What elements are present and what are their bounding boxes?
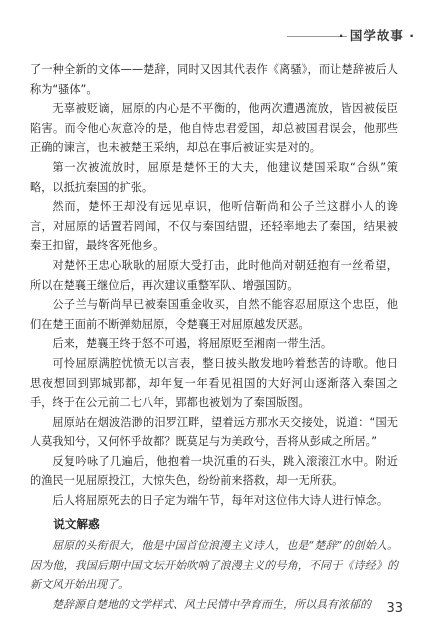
section-title: 说文解惑	[53, 516, 100, 531]
paragraph: 无辜被贬谪，屈原的内心是不平衡的，他两次遭遇流放，皆因被佞臣陷害。而令他心灰意冷的是，他自恃忠君爱国，却总被国君误会，他那些正确的谏言，也未被楚王采纳，却总在事后被证实是对的。	[30, 102, 398, 155]
paragraph: 公子兰与靳尚早已被秦国重金收买，自然不能容忍屈原这个忠臣，他们在楚王面前不断弹劾屈原，令楚襄王对屈原越发厌恶。	[30, 298, 398, 331]
body-text	[30, 60, 398, 615]
paragraph: 后来，楚襄王终于怒不可遏，将屈原贬至湘南一带生活。	[52, 337, 333, 351]
explanation-paragraph: 楚辞源自楚地的文学样式、风土民情中孕育而生，所以具有浓郁的	[52, 598, 371, 612]
explanation-paragraph: 屈原的头衔很大，他是中国首位浪漫主义诗人，也是“楚辞”的创始人。因为他，我国后期中国文坛开始吹响了浪漫主义的号角，不同于《诗经》的新文风开始出现了。	[30, 539, 398, 592]
paragraph: 对楚怀王忠心耿耿的屈原大受打击，此时他尚对朝廷抱有一丝希望，所以在楚襄王继位后，再次建议重整军队、增强国防。	[30, 258, 398, 292]
header-title: · 国学故事 ·	[338, 28, 415, 43]
page-number: 33	[386, 601, 403, 616]
paragraph: 后人将屈原死去的日子定为端午节，每年对这位伟大诗人进行悼念。	[52, 494, 389, 508]
running-header	[287, 26, 427, 48]
paragraph: 可怜屈原满腔忧愤无以言表，整日披头散发地吟着愁苦的诗歌。他日思夜想回到郢城郢都，却年复一年看见祖国的大好河山逐渐落入秦国之手，终于在公元前二七八年，郢都也被划为了秦国版图。	[30, 356, 398, 410]
paragraph: 然而，楚怀王却没有远见卓识，他听信靳尚和公子兰这群小人的谗言，对屈原的话置若罔闻，不仅与秦国结盟，还轻率地去了秦国，结果被秦王扣留，最终客死他乡。	[30, 200, 398, 253]
paragraph: 了一种全新的文体——楚辞，同时又因其代表作《离骚》，而让楚辞被后人称为“骚体”。	[30, 63, 398, 96]
paragraph: 第一次被流放时，屈原是楚怀王的大夫，他建议楚国采取“合纵”策略，以抵抗秦国的扩张。	[30, 160, 398, 194]
paragraph: 屈原站在烟波浩渺的汨罗江畔，望着远方那水天交接处，说道：“国无人莫我知兮，又何怀乎故都？既莫足与为美政兮，吾将从彭咸之所居。”	[30, 415, 398, 449]
paragraph: 反复吟咏了几遍后，他抱着一块沉重的石头，跳入滚滚江水中。附近的渔民一见屈原投江，大惊失色，纷纷前来搭救，却一无所获。	[30, 454, 398, 488]
